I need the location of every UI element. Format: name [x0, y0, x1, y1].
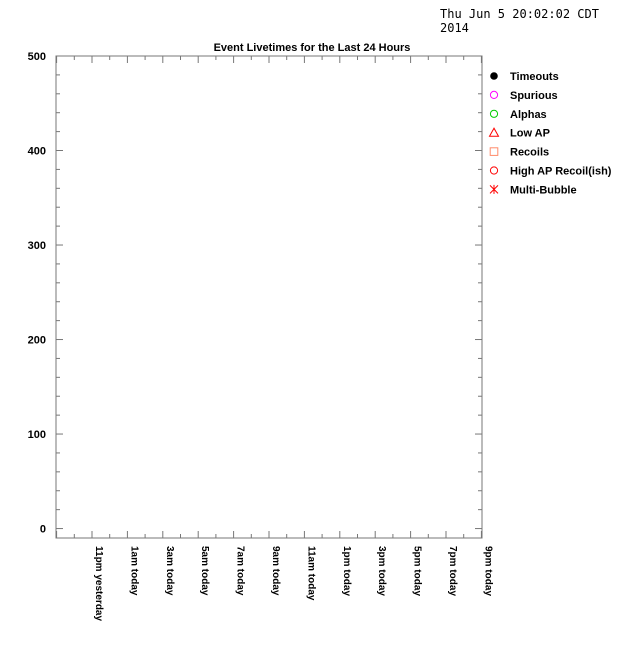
legend-label: Timeouts [510, 71, 559, 83]
legend-label: Recoils [510, 146, 550, 159]
legend-label: High AP Recoil(ish) [510, 165, 612, 178]
legend-marker-alphas [490, 110, 497, 117]
legend-marker-low-ap [490, 128, 499, 136]
x-tick-label: 3pm today [376, 546, 388, 597]
y-tick-label: 200 [27, 334, 46, 347]
legend-label: Alphas [510, 108, 547, 121]
legend-marker-recoils [490, 148, 498, 156]
y-tick-label: 400 [27, 145, 46, 158]
legend [490, 71, 612, 196]
chart-title: Event Livetimes for the Last 24 Hours [213, 42, 411, 54]
y-tick-label: 0 [39, 523, 46, 536]
legend-marker-spurious [490, 91, 497, 98]
x-tick-label: 5am today [199, 546, 211, 596]
legend-marker-timeouts [490, 72, 498, 80]
legend-label: Multi-Bubble [510, 184, 577, 197]
x-tick-label: 1am today [128, 546, 140, 596]
x-tick-label: 3am today [163, 546, 175, 596]
timestamp: Thu Jun 5 20:02:02 CDT 2014 [440, 7, 599, 35]
x-tick-label: 7pm today [447, 546, 458, 597]
x-tick-label: 9am today [270, 546, 281, 596]
x-axis [93, 546, 493, 621]
x-tick-label: 11pm yesterday [93, 546, 104, 622]
legend-label: Spurious [510, 89, 558, 102]
x-tick-label: 11am today [305, 546, 317, 601]
legend-marker-multi-bubble [490, 185, 498, 194]
legend-marker-high-ap-recoil-ish [490, 167, 497, 174]
tick-marks [56, 56, 482, 538]
plot-frame [56, 56, 482, 538]
y-tick-label: 100 [27, 429, 46, 442]
y-tick-label: 500 [27, 51, 46, 63]
x-tick-label: 7am today [234, 546, 246, 596]
x-tick-label: 5pm today [411, 546, 423, 597]
legend-label: Low AP [510, 127, 550, 140]
y-axis [28, 51, 46, 536]
y-tick-label: 300 [27, 240, 46, 253]
x-tick-label: 1pm today [340, 546, 352, 597]
x-tick-label: 9pm today [482, 546, 494, 597]
